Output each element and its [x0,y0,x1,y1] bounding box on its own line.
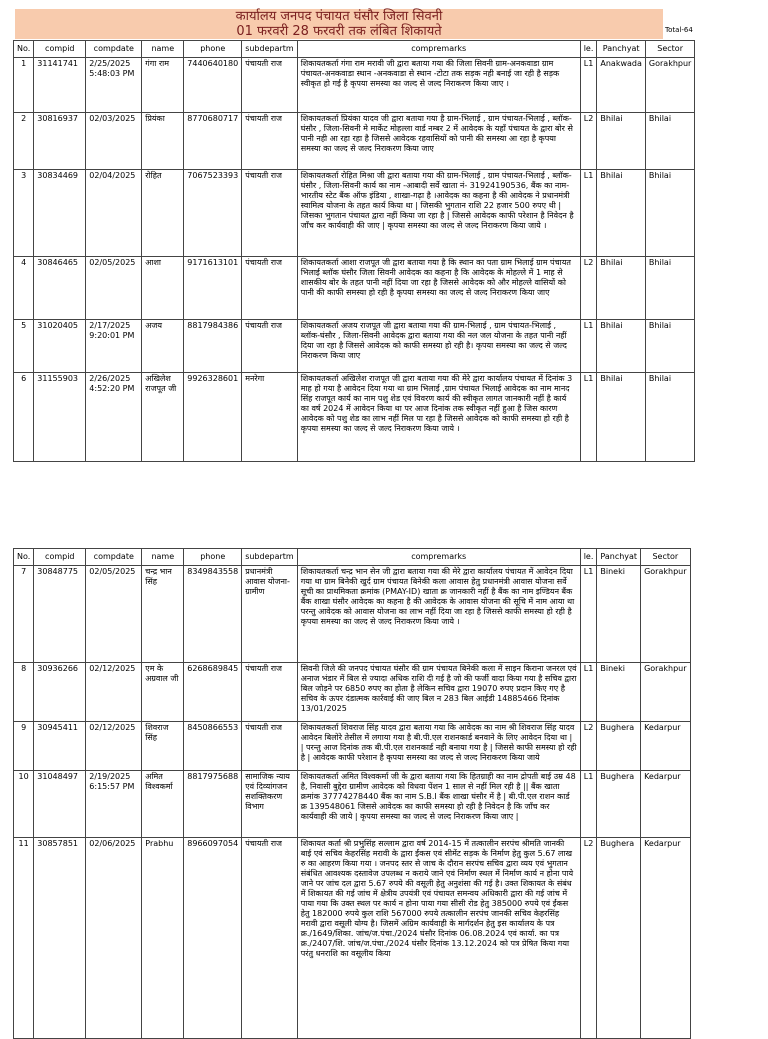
cell-sector: Gorakhpur [641,663,690,722]
cell-level: L1 [580,566,597,663]
cell-subdepartment: पंचायती राज [242,838,298,1039]
col-subdepartment-header: subdepartm [242,41,298,58]
col-compdate-header: compdate [86,549,142,566]
cell-compdate: 2/19/2025 6:15:57 PM [86,771,142,838]
col-sector-header: Sector [645,41,694,58]
cell-sector: Bhilai [645,170,694,257]
cell-sector: Bhilai [645,113,694,170]
cell-panchayat: Bineki [597,663,641,722]
cell-level: L1 [580,58,597,113]
cell-phone: 8817975688 [184,771,242,838]
cell-phone: 7440640180 [184,58,242,113]
cell-compid: 31048497 [34,771,86,838]
cell-compid: 30816937 [34,113,86,170]
cell-no: 6 [14,373,34,462]
col-compdate-header: compdate [86,41,142,58]
complaints-table-1 [13,40,695,462]
cell-no: 1 [14,58,34,113]
cell-compid: 30945411 [34,722,86,771]
cell-compremarks: शिकायतकर्ता अजय राजपूत जी द्वारा बताया गया की ग्राम-भिलाई , ग्राम पंचायत-भिलाई , ब्लॉक-घंसौर , जिला-सिवनी आवेदक द्वारा बताया गया की नल जल योजना के तहत पानी नहीं दिया जा रहा है जिससे आवेदक को काफी समस्या हो रही है। कृपया समस्या का जल्द से जल्द निराकरण किया जाए [297,320,580,373]
cell-subdepartment: पंचायती राज [242,722,298,771]
cell-panchayat: Bhilai [597,113,646,170]
cell-subdepartment: सामाजिक न्याय एवं दिव्यांगजन सशक्तिकरण विभाग [242,771,298,838]
cell-panchayat: Bhilai [597,170,646,257]
col-panchayat-header: Panchyat [597,549,641,566]
table-row [14,170,695,257]
cell-compdate: 02/05/2025 [86,566,142,663]
cell-compid: 31155903 [34,373,86,462]
cell-compdate: 02/12/2025 [86,663,142,722]
cell-compid: 30848775 [34,566,86,663]
cell-name: रोहित [142,170,184,257]
cell-panchayat: Bughera [597,838,641,1039]
cell-compremarks: सिवनी जिले की जनपद पंचायत घंसौर की ग्राम पंचायत बिनेकी कला में साइन किराना जनरल एवं अनाज भंडार में बिल से ज्यादा अधिक राशि दी गई है जो की फर्जी वादा किया गया है सचिव द्वारा बिल जोड़ने पर 6850 रुपए का होता है लेकिन सचिव द्वारा 19070 रुपए प्रदान किए गए है सचिव के ऊपर दंडात्मक कार्रवाई की जाए बिल न 283 बिल आईडी 14885466 दिनांक 13/01/2025 [297,663,580,722]
cell-compid: 30846465 [34,257,86,320]
cell-no: 5 [14,320,34,373]
office-title: कार्यालय जनपद पंचायत घंसौर जिला सिवनी [235,9,443,24]
cell-compremarks: शिकायतकर्ता प्रियंका यादव जी द्वारा बताया गया है ग्राम-भिलाई , ग्राम पंचायत-भिलाई , ब्लॉक- घंसौर , जिला-सिवनी मे मार्केट मोहल्ला वार्ड नम्बर 2 में आवेदक के यहाँ पंचायत के द्वारा बोर से पानी नही आ रहा रहा है जिससे आवेदक रहवासियों को पानी की समस्या आ रहा है कृपया समस्या का जल्द से जल्द निराकरण किया जाए [297,113,580,170]
table-row [14,838,691,1039]
cell-sector: Bhilai [645,257,694,320]
cell-compdate: 2/26/2025 4:52:20 PM [86,373,142,462]
report-header [15,9,663,39]
cell-name: एम के अग्रवाल जी [142,663,184,722]
cell-no: 4 [14,257,34,320]
cell-phone: 9926328601 [184,373,242,462]
cell-compremarks: शिकायतकर्ता चन्द्र भान सेन जी द्वारा बताया गया की मेरे द्वारा कार्यालय पंचायत में आवेदन दिया गया था ग्राम बिनेकी खुर्द ग्राम पंचायत बिनेकी कला आवास हेतु प्रधानमंत्री आवास योजना सर्वे सूची का प्राथमिकता क्रमांक (PMAY-ID) खाता क्र जानकारी नहीं है बैंक का नाम इण्डियन बैंक बैंक शाखा घंसौर आवेदक का कहना है की आवेदक के आवास योजना की सूचि में नाम आया था परन्तु आवेदक को आवास योजना का लाभ नहीं दिया जा रहा है जिससे काफी समस्या हो रही है कृपया समस्या का जल्द से जल्द निराकरण किया जाये । [297,566,580,663]
cell-compdate: 2/17/2025 9:20:01 PM [86,320,142,373]
cell-no: 9 [14,722,34,771]
cell-no: 10 [14,771,34,838]
cell-compremarks: शिकायतकर्ता आशा राजपूत जी द्वारा बताया गया है कि स्थान का पता ग्राम भिलाई ग्राम पंचायत भिलाई ब्लॉक घंसौर जिला सिवनी आवेदक का कहना है कि आवेदक के मोहल्ले में 1 माह से शासकीय बोर के तहत पानी नहीं दिया जा रहा है जिससे आवेदक को और मोहल्ले वासियों को पानी की काफी समस्या हो रही है कृपया समस्या का जल्द से जल्द निराकरण किया जाए [297,257,580,320]
cell-compid: 31141741 [34,58,86,113]
cell-subdepartment: पंचायती राज [242,58,298,113]
cell-compid: 30857851 [34,838,86,1039]
table-row [14,663,691,722]
cell-name: अजय [142,320,184,373]
cell-compdate: 02/12/2025 [86,722,142,771]
cell-compdate: 2/25/2025 5:48:03 PM [86,58,142,113]
cell-no: 7 [14,566,34,663]
cell-subdepartment: पंचायती राज [242,170,298,257]
col-compid-header: compid [34,549,86,566]
cell-panchayat: Bhilai [597,373,646,462]
cell-phone: 8450866553 [184,722,242,771]
cell-phone: 8770680717 [184,113,242,170]
col-phone-header: phone [184,549,242,566]
col-compremarks-header: compremarks [297,41,580,58]
cell-no: 11 [14,838,34,1039]
complaints-table-2 [13,548,691,1039]
cell-name: Prabhu [142,838,184,1039]
cell-name: शिवराज सिंह [142,722,184,771]
cell-subdepartment: प्रधानमंत्री आवास योजना-ग्रामीण [242,566,298,663]
col-name-header: name [142,549,184,566]
cell-level: L1 [580,663,597,722]
cell-panchayat: Bineki [597,566,641,663]
cell-phone: 8966097054 [184,838,242,1039]
cell-no: 2 [14,113,34,170]
cell-subdepartment: पंचायती राज [242,113,298,170]
cell-name: अखिलेश राजपूत जी [142,373,184,462]
col-no-header: No. [14,549,34,566]
cell-phone: 8349843558 [184,566,242,663]
cell-phone: 6268689845 [184,663,242,722]
cell-compid: 30936266 [34,663,86,722]
cell-phone: 8817984386 [184,320,242,373]
table-row [14,722,691,771]
cell-compid: 30834469 [34,170,86,257]
cell-panchayat: Bughera [597,722,641,771]
cell-compdate: 02/03/2025 [86,113,142,170]
cell-compid: 31020405 [34,320,86,373]
cell-level: L1 [580,320,597,373]
cell-compremarks: शिकायत कर्ता श्री प्रभुसिंह सल्लाम द्वारा वर्ष 2014-15 में तत्कालीन सरपंच श्रीमति जानकी बाई एवं सचिव केहरसिंह मरावी के द्वारा ईंकस एवं सीमेंट सड़क के निर्माण हेतु कुल 5.67 लाख रु का आहरण किया गया । जनपद स्तर से जाच के दौरान सरपंच सचिव द्वारा व्यय एवं भुगतान संबंधित आवश्यक दस्तावेज उपलब्ध न कराये जाने एवं निर्माण स्थल में निर्माण कार्य न होना पाये जाने पर जांच दल द्वारा 5.67 रुपये की वसूली हेतु अनुशंसा की गई है। उक्त शिकायत के संबंध में शिकायत की गई जांच में क्षेत्रीय उपयंत्री एवं पंचायत समन्वय अधिकारी द्वारा की गई जांच में पाया गया कि उक्त स्थल पर कार्य न होना पाया गया सीसी रोड हेतु 385000 रुपये एवं ईंकस हेतु 182000 रुपये कुल राशि 567000 रुपये तत्कालीन सरपंच जानकी सचिव केहरसिंह मरावी द्वारा वसूली योग्य है। जिसमें अग्रिम कार्यवाही के मार्गदर्शन हेतु इस कार्यालय के पत्र क्र./1649/शिका. जांच/ज.पंचा./2024 घंसौर दिनांक 06.08.2024 एवं कार्या. का पत्र क्र./2407/शि. जांच/ज.पंचा./2024 घंसौर दिनांक 13.12.2024 को पत्र प्रेषित किया गया परंतु धनराशि का वसूलीय किया [297,838,580,1039]
cell-level: L2 [580,257,597,320]
cell-compremarks: शिकायतकर्ता रोहित मिश्रा जी द्वारा बताया गया की ग्राम-भिलाई , ग्राम पंचायत-भिलाई , ब्लॉक-घंसौर , जिला-सिवनी कार्य का नाम -आबादी सर्वे खाता नं- 31924190536, बैंक का नाम-भारतीय स्टेट बैंक ऑफ इंडिया , शाखा-गढ़ा है ।आवेदक का कहना है की आवेदक ने प्रधानमंत्री स्वामित्व योजना के तहत कार्य किया था | जिसकी भुगतान राशि 22 हजार 500 रुपए थी | जिसका भुगतान पंचायत द्वारा नहीं किया जा रहा है | जिससे आवेदक काफी परेशान है निवेदन है जाँच कर कार्यवाही की जाए | कृपया समस्या का जल्द से जल्द निराकरण किया जाये । [297,170,580,257]
col-no-header: No. [14,41,34,58]
cell-phone: 9171613101 [184,257,242,320]
cell-sector: Kedarpur [641,771,690,838]
cell-compdate: 02/06/2025 [86,838,142,1039]
table-row [14,373,695,462]
cell-compremarks: शिकायतकर्ता शिवराज सिंह यादव द्वारा बताया गया कि आवेदक का नाम श्री शिवराज सिंह यादव आवेदन बिलोरे तेसील में लगाया गया है बी.पी.एल राशनकार्ड बनवाने के लिए आवेदन दिया था | | परन्तु आज दिनांक तक बी.पी.एल राशनकार्ड नही बनाया गया है | जिससे काफी समस्या हो रही है | आवेदक काफी परेशान है कृपया समस्या का जल्द से जल्द निराकरण किया जाये [297,722,580,771]
table-row [14,58,695,113]
cell-level: L2 [580,722,597,771]
cell-compremarks: शिकायतकर्ता गंगा राम मरावी जी द्वारा बताया गया की जिला सिवनी ग्राम-अनकवाडा ग्राम पंचायत-अनकवाडा स्थान -अनकवाडा से स्थान -टोटा तक सड़क नही बनाई जा रही है सड़क स्वीकृत हो गई है कृपया समस्या का जल्द से जल्द निराकरण किया जाए । [297,58,580,113]
col-compremarks-header: compremarks [297,549,580,566]
cell-name: प्रियंका [142,113,184,170]
table-row [14,320,695,373]
cell-level: L1 [580,373,597,462]
cell-panchayat: Anakwada [597,58,646,113]
table-row [14,566,691,663]
col-compid-header: compid [34,41,86,58]
cell-level: L2 [580,113,597,170]
table-row [14,257,695,320]
cell-level: L1 [580,170,597,257]
cell-no: 3 [14,170,34,257]
cell-compdate: 02/04/2025 [86,170,142,257]
cell-level: L2 [580,838,597,1039]
cell-sector: Bhilai [645,373,694,462]
col-panchayat-header: Panchyat [597,41,646,58]
col-name-header: name [142,41,184,58]
cell-sector: Gorakhpur [645,58,694,113]
cell-name: आशा [142,257,184,320]
cell-panchayat: Bhilai [597,257,646,320]
table-row [14,771,691,838]
report-period-title: 01 फरवरी 28 फरवरी तक लंबित शिकायते [236,24,442,39]
col-sector-header: Sector [641,549,690,566]
cell-sector: Kedarpur [641,722,690,771]
cell-panchayat: Bhilai [597,320,646,373]
cell-phone: 7067523393 [184,170,242,257]
cell-subdepartment: पंचायती राज [242,663,298,722]
cell-name: गंगा राम [142,58,184,113]
cell-compremarks: शिकायतकर्ता अखिलेश राजपूत जी द्वारा बताया गया की मेरे द्वारा कार्यालय पंचायत में दिनांक 3 माह हो गया है आवेदन दिया गया था ग्राम भिलाई ,ग्राम पंचायत भिलाई आवेदक का नाम मानद सिंह राजपूत कार्य का नाम पशु शेड एवं विवरण कार्य की स्वीकृत लागत जानकारी नहीं है कार्य का वर्ष 2024 में आवेदन किया था पर आज दिनांक तक स्वीकृत नहीं हुआ है जिस कारण आवेदक को पशु शेड का लाभ नहीं मिल पा रहा है जिससे आवेदक को काफी समस्या हो रही है कृपया समस्या का जल्द से जल्द निराकरण किया जाये । [297,373,580,462]
cell-name: अमित विश्वकर्मा [142,771,184,838]
table-row [14,113,695,170]
cell-name: चन्द्र भान सिंह [142,566,184,663]
cell-sector: Gorakhpur [641,566,690,663]
col-subdepartment-header: subdepartm [242,549,298,566]
col-level-header: le. [580,549,597,566]
cell-no: 8 [14,663,34,722]
col-level-header: le. [580,41,597,58]
cell-compdate: 02/05/2025 [86,257,142,320]
cell-sector: Kedarpur [641,838,690,1039]
cell-panchayat: Bughera [597,771,641,838]
total-count: Total-64 [665,26,693,34]
cell-sector: Bhilai [645,320,694,373]
cell-compremarks: शिकायतकर्ता अमित विश्वकर्मा जी के द्वारा बताया गया कि हितग्राही का नाम द्रोपती बाई उम्र 48 है, निवासी बुद्देरा ग्रामीण आवेदक को विधवा पेंशन 1 साल से नहीं मिल रही है || बैंक खाता क्रमांक 37774278440 बैंक का नाम S.B.I बैंक शाखा घंसौर में है | बी.पी.एल राशन कार्ड क्र 139548061 जिससे आवेदक का काफी समस्या हो रही है निवेदन है कि जाँच कर कार्यवाही की जाये | कृपया समस्या का जल्द से जल्द निराकरण किया जाए | [297,771,580,838]
cell-subdepartment: पंचायती राज [242,257,298,320]
col-phone-header: phone [184,41,242,58]
cell-subdepartment: मनरेगा [242,373,298,462]
cell-subdepartment: पंचायती राज [242,320,298,373]
cell-level: L1 [580,771,597,838]
